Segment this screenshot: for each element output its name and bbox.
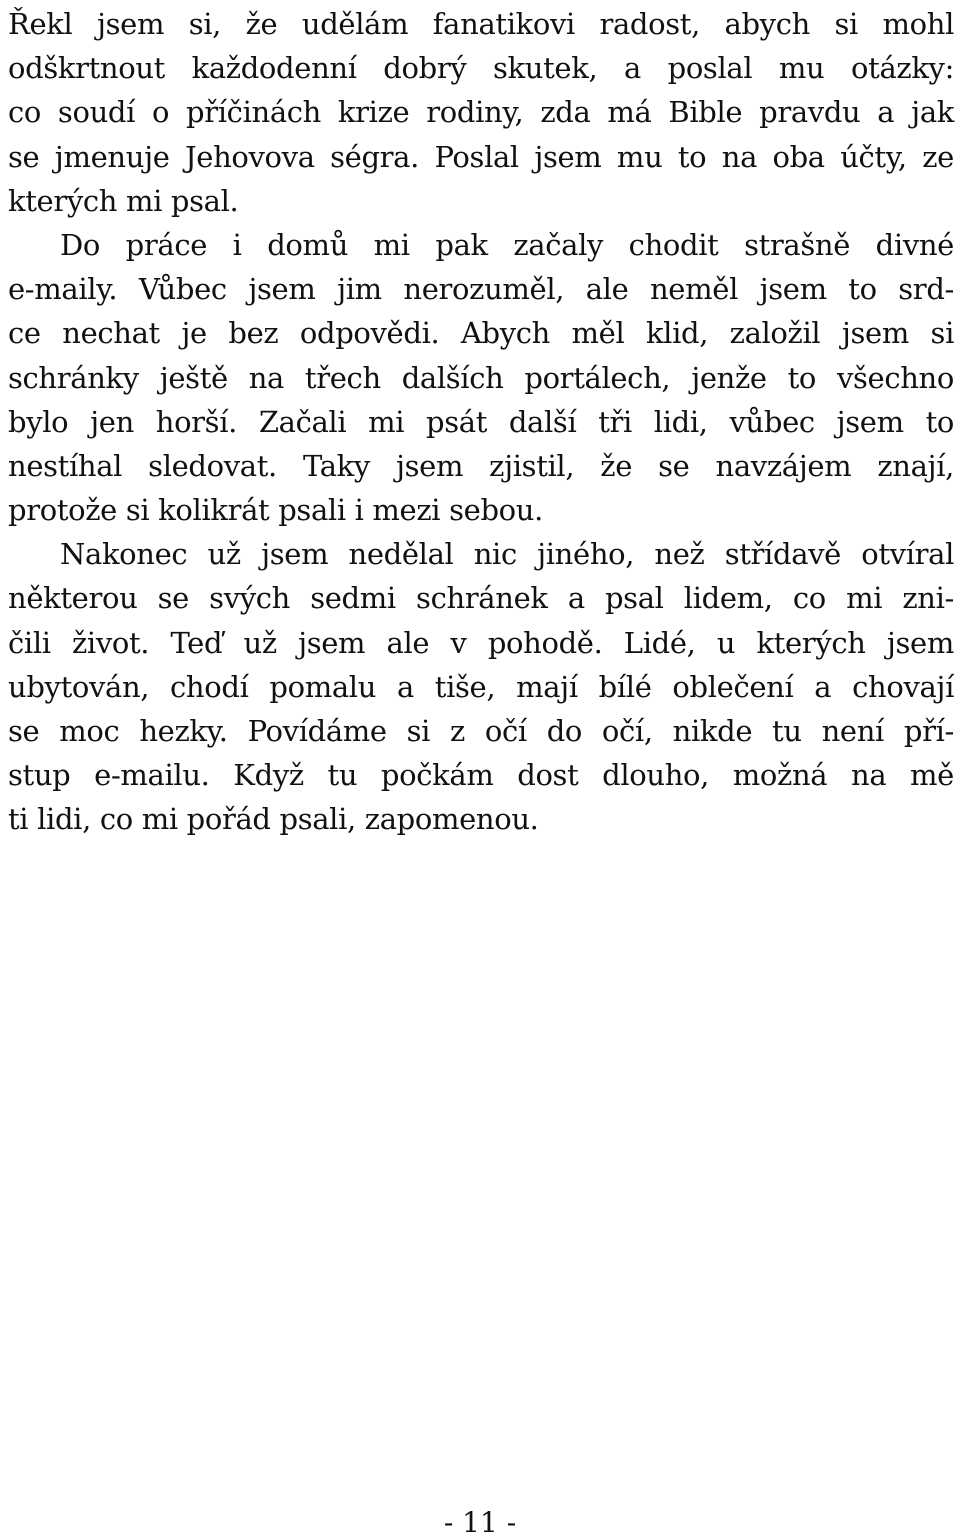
text-line: Nakonec už jsem nedělal nic jiného, než střídavě otvíral	[60, 537, 954, 572]
text-line: co soudí o příčinách krize rodiny, zda má Bible pravdu a jak	[8, 95, 954, 130]
text-line: nestíhal sledovat. Taky jsem zjistil, že se navzájem znají,	[8, 448, 954, 483]
text-line: ti lidi, co mi pořád psali, zapomenou.	[8, 802, 539, 837]
text-line: schránky ještě na třech dalších portálech, jenže to všechno	[8, 360, 954, 395]
text-line: Do práce i domů mi pak začaly chodit strašně divné	[60, 227, 954, 262]
text-line: ce nechat je bez odpovědi. Abych měl klid, založil jsem si	[8, 316, 954, 351]
text-line: protože si kolikrát psali i mezi sebou.	[8, 493, 543, 528]
page-number: - 11 -	[443, 1506, 517, 1539]
text-line: stup e-mailu. Když tu počkám dost dlouho, možná na mě	[8, 758, 954, 793]
text-line: některou se svých sedmi schránek a psal lidem, co mi zni-	[8, 581, 954, 616]
text-line: se moc hezky. Povídáme si z očí do očí, nikde tu není pří-	[8, 714, 954, 748]
text-line: ubytován, chodí pomalu a tiše, mají bílé oblečení a chovají	[8, 669, 954, 704]
body-text	[8, 2, 954, 842]
text-line: Řekl jsem si, že udělám fanatikovi radost, abych si mohl	[8, 7, 954, 41]
text-line: kterých mi psal.	[8, 183, 239, 218]
text-line: čili život. Teď už jsem ale v pohodě. Lidé, u kterých jsem	[8, 625, 954, 660]
text-line: e-maily. Vůbec jsem jim nerozuměl, ale neměl jsem to srd-	[8, 272, 954, 307]
text-line: bylo jen horší. Začali mi psát další tři lidi, vůbec jsem to	[8, 404, 954, 439]
text-line: se jmenuje Jehovova ségra. Poslal jsem mu to na oba účty, ze	[8, 139, 954, 174]
text-line: odškrtnout každodenní dobrý skutek, a poslal mu otázky:	[8, 51, 954, 86]
